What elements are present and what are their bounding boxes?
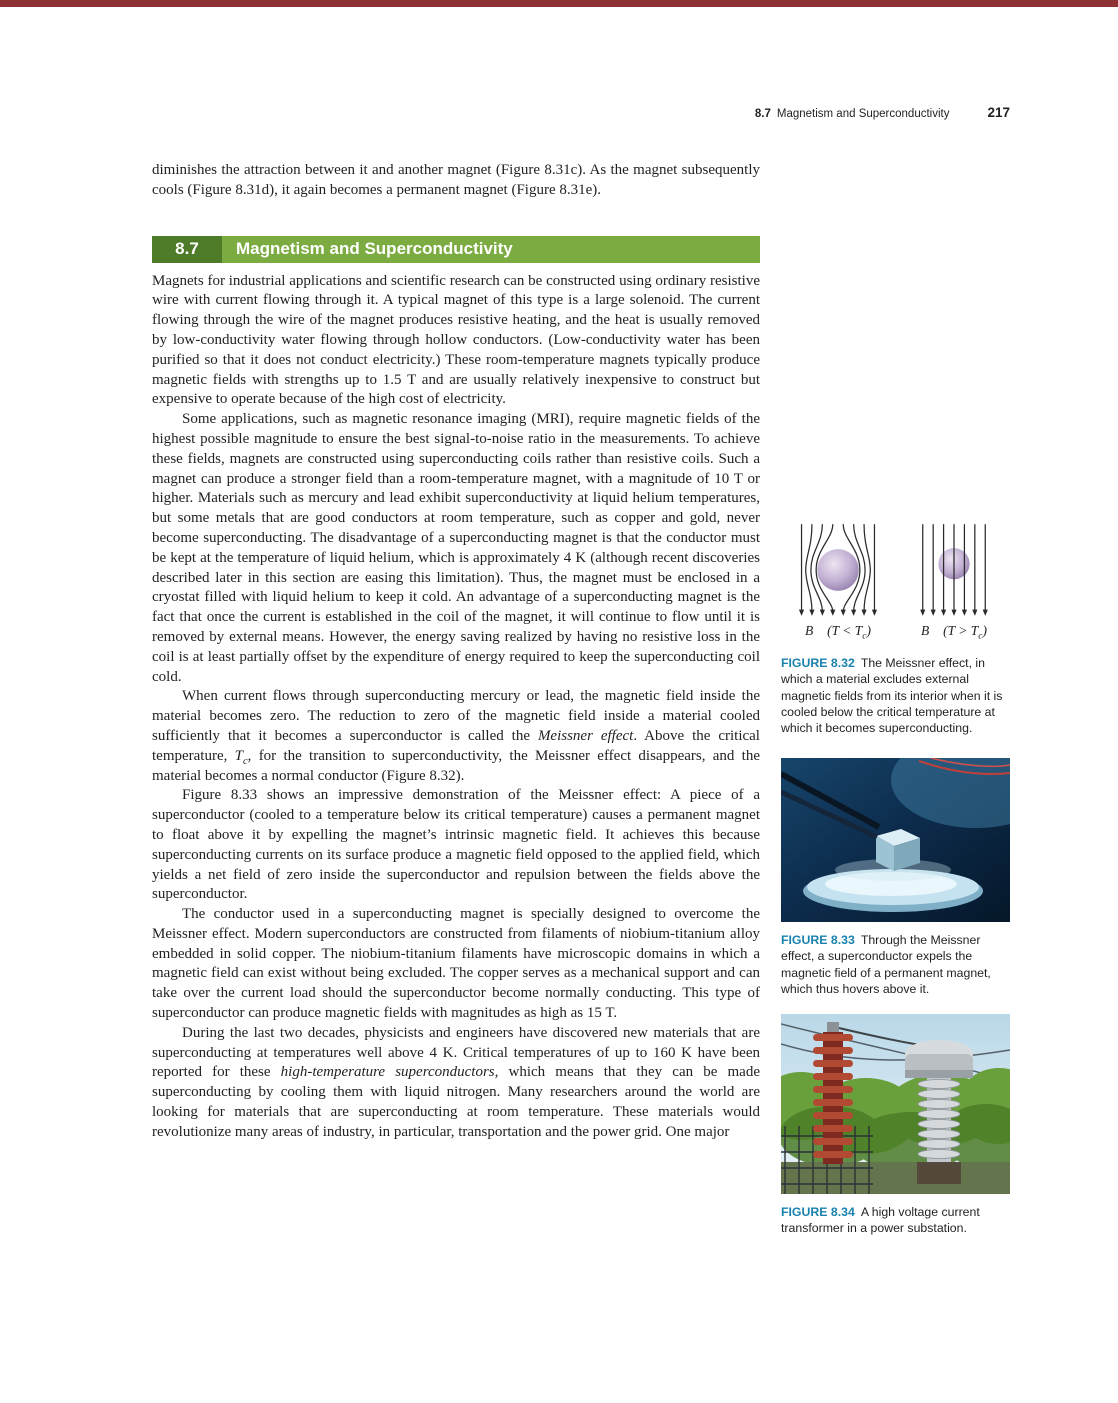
figure-8-34	[781, 1014, 1011, 1237]
figure-8-32-caption-text: The Meissner effect, in which a material excludes external magnetic fields from its interior when it is cooled below the critical temperature at which it becomes superconducting.	[781, 655, 1003, 736]
field-penetrating-diagram	[904, 522, 1004, 642]
paragraph: Some applications, such as magnetic resonance imaging (MRI), require magnetic fields of the highest possible magnitude to ensure the best signal-to-noise ratio in the measurements. To achieve these fields, magnets are constructed using superconducting coils rather than resistive coils. Such a magnet can produce a stronger field than a room-temperature magnet, with a magnitude of 10 T or higher. Materials such as mercury and lead exhibit superconductivity at liquid helium temperatures, but some metals that are good conductors at room temperature, such as copper and gold, never become superconducting. The disadvantage of a superconducting magnet is that the conductor must be kept at the temperature of liquid helium, which is approximately 4 K (although recent discoveries described later in this section are easing this limitation). Thus, the magnet must be enclosed in a cryostat filled with liquid helium to keep it cold. An advantage of a superconducting magnet is the fact that once the current is established in the coil of the magnet, it will continue to flow until it is removed by external means. However, the energy saving realized by having no resistive loss in the coil is at least partially offset by the expenditure of energy required to keep the superconducting coil cold.	[152, 411, 760, 685]
intro-paragraph: diminishes the attraction between it and another magnet (Figure 8.31c). As the magnet subsequently cools (Figure 8.31d), it again becomes a permanent magnet (Figure 8.31e).	[152, 162, 760, 198]
superconductor-levitation-photo	[781, 758, 1010, 922]
field-lines-below-tc-diagram	[788, 522, 888, 618]
figure-8-34-caption	[781, 1204, 1011, 1237]
page-number: 217	[987, 105, 1010, 120]
running-head-section-number: 8.7	[754, 108, 771, 120]
figure-8-32	[781, 522, 1011, 737]
b-vector-symbol: B⃗	[921, 623, 940, 638]
page-top-edge-bar	[0, 0, 1118, 7]
paragraph: Magnets for industrial applications and scientific research can be constructed using ordinary resistive wire with current flowing through it. A typical magnet of this type is a large solenoid. The current flowing through the wire of the magnet produces resistive heating, and the heat is usually removed by low-conductivity water flowing through hollow conductors. (Low-conductivity water has been purified so that it does not conduct electricity.) These room-temperature magnets typically produce magnetic fields with strengths up to 1.5 T and are usually relatively inexpensive to construct but expensive to operate because of the high cost of electricity.	[152, 272, 760, 408]
field-label-below-tc: B⃗ $(T < T_c)$	[805, 623, 871, 642]
paragraph: When current flows through superconducting mercury or lead, the magnetic field inside the material becomes zero. The reduction to zero of the magnetic field inside a material cooled sufficiently that it becomes a superconductor is called the Meissner effect. Above the critical temperature, $T_c$, for the transition to superconductivity, the Meissner effect disappears, and the material becomes a normal conductor (Figure 8.32).	[152, 688, 760, 784]
section-heading	[152, 236, 760, 263]
figure-8-32-caption	[781, 655, 1011, 737]
figure-8-33-caption	[781, 932, 1011, 998]
figure-8-34-caption-text: A high voltage current transformer in a power substation.	[781, 1205, 980, 1236]
field-label-above-tc: B⃗ $(T > T_c)$	[921, 623, 987, 642]
paragraph: Figure 8.33 shows an impressive demonstration of the Meissner effect: A piece of a superconductor (cooled to a temperature below its critical temperature) causes a permanent magnet to float above it by expelling the magnet’s intrinsic magnetic field. It achieves this because superconducting currents on its surface produce a magnetic field opposed to the applied field, which yields a net field of zero inside the superconductor and repulsion between the fields above the superconductor.	[152, 787, 760, 903]
running-head	[0, 105, 1010, 120]
figure-8-32-label: FIGURE 8.32	[781, 655, 855, 670]
main-text-column	[152, 161, 760, 1143]
body-paragraphs	[152, 272, 760, 1143]
figure-8-33	[781, 758, 1011, 998]
paragraph: The conductor used in a superconducting magnet is specially designed to overcome the Meissner effect. Modern superconductors are constructed from filaments of niobium-titanium alloy embedded in solid copper. The niobium-titanium filaments have microscopic domains in which a magnetic field can exist without being excluded. The copper serves as a mechanical support and can take over the current load should the superconductor become normally conducting. This type of superconductor can produce magnetic fields with magnitudes as high as 15 T.	[152, 906, 760, 1022]
field-lines-above-tc-diagram	[904, 522, 1004, 618]
field-excluded-diagram	[788, 522, 888, 642]
paragraph: During the last two decades, physicists and engineers have discovered new materials that are superconducting at temperatures well above 4 K. Critical temperatures of up to 160 K have been reported for these high-temperature superconductors, which means that they can be made superconducting by cooling them with liquid nitrogen. Many researchers around the world are looking for materials that are superconducting at room temperature. These materials would revolutionize many areas of industry, in particular, transportation and the power grid. One major	[152, 1024, 760, 1140]
figure-8-33-caption-text: Through the Meissner effect, a superconductor expels the magnetic field of a permanent magnet, which thus hovers above it.	[781, 933, 991, 997]
meissner-effect-diagrams	[781, 522, 1011, 642]
b-vector-symbol: B⃗	[805, 623, 824, 638]
figure-8-34-label: FIGURE 8.34	[781, 1205, 855, 1219]
section-heading-number: 8.7	[152, 236, 222, 263]
running-head-section-title: Magnetism and Superconductivity	[776, 108, 950, 120]
section-heading-title: Magnetism and Superconductivity	[222, 236, 760, 263]
figure-8-33-label: FIGURE 8.33	[781, 933, 855, 947]
transformer-photo	[781, 1014, 1010, 1194]
